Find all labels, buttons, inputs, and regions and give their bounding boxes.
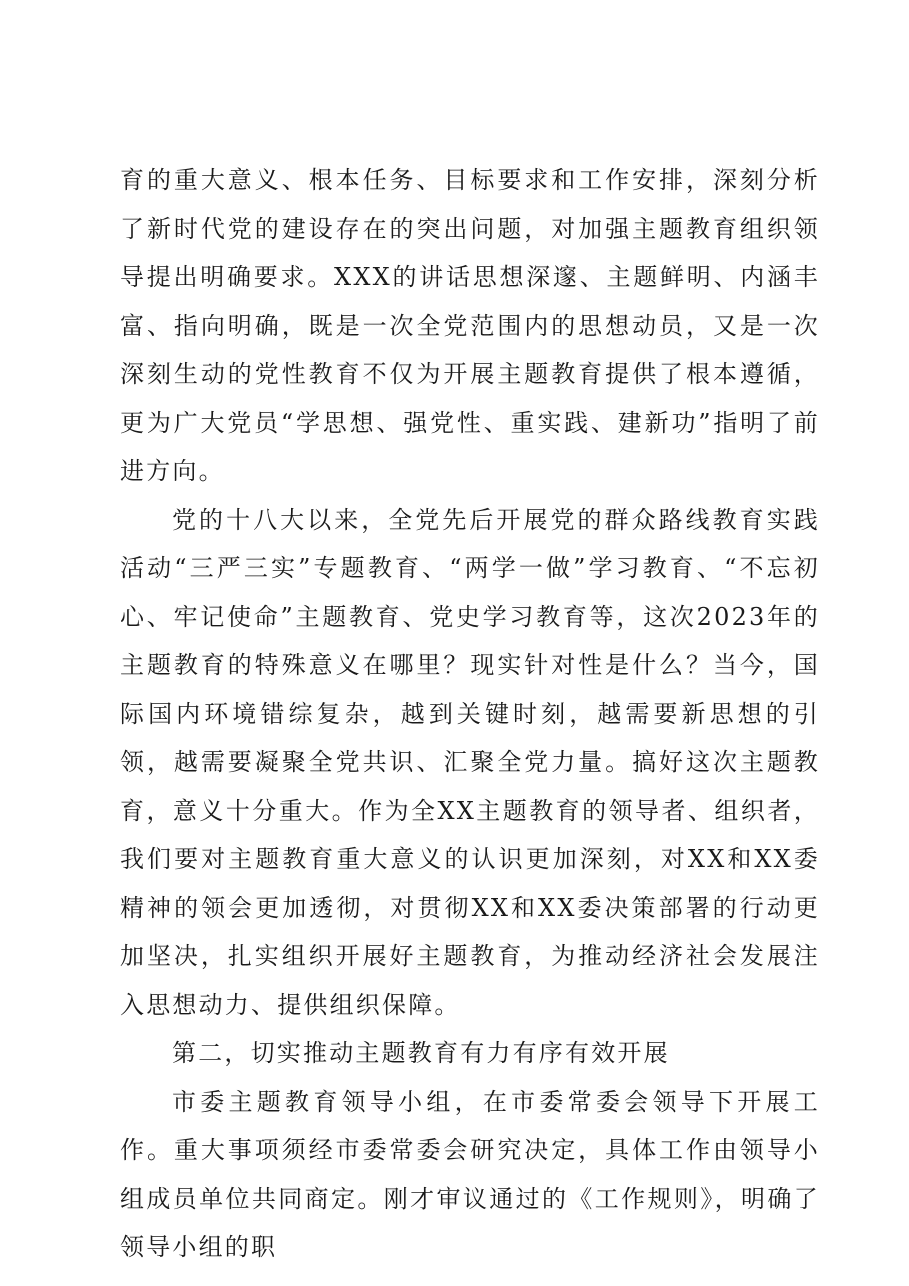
section-heading: 第二，切实推动主题教育有力有序有效开展: [172, 1039, 670, 1067]
paragraph-2: 党的十八大以来，全党先后开展党的群众路线教育实践活动“三严三实”专题教育、“两学一做”学习教育、“不忘初心、牢记使命”主题教育、党史学习教育等，这次2023年的主题教育的特殊意义在哪里？现实针对性是什么？当今，国际国内环境错综复杂，越到关键时刻，越需要新思想的引领，越需要凝聚全党共识、汇聚全党力量。搞好这次主题教育，意义十分重大。作为全XX主题教育的领导者、组织者，我们要对主题教育重大意义的认识更加深刻，对XX和XX委精神的领会更加透彻，对贯彻XX和XX委决策部署的行动更加坚决，扎实组织开展好主题教育，为推动经济社会发展注入思想动力、提供组织保障。: [120, 505, 820, 1019]
paragraph-4: 市委主题教育领导小组，在市委常委会领导下开展工作。重大事项须经市委常委会研究决定，具体工作由领导小组成员单位共同商定。刚才审议通过的《工作规则》，明确了领导小组的职: [120, 1087, 820, 1261]
paragraph-1: 育的重大意义、根本任务、目标要求和工作安排，深刻分析了新时代党的建设存在的突出问题，对加强主题教育组织领导提出明确要求。XXX的讲话思想深邃、主题鲜明、内涵丰富、指向明确，既是一次全党范围内的思想动员，又是一次深刻生动的党性教育不仅为开展主题教育提供了根本遵循，更为广大党员“学思想、强党性、重实践、建新功”指明了前进方向。: [120, 166, 820, 485]
document-body: [120, 156, 820, 1272]
